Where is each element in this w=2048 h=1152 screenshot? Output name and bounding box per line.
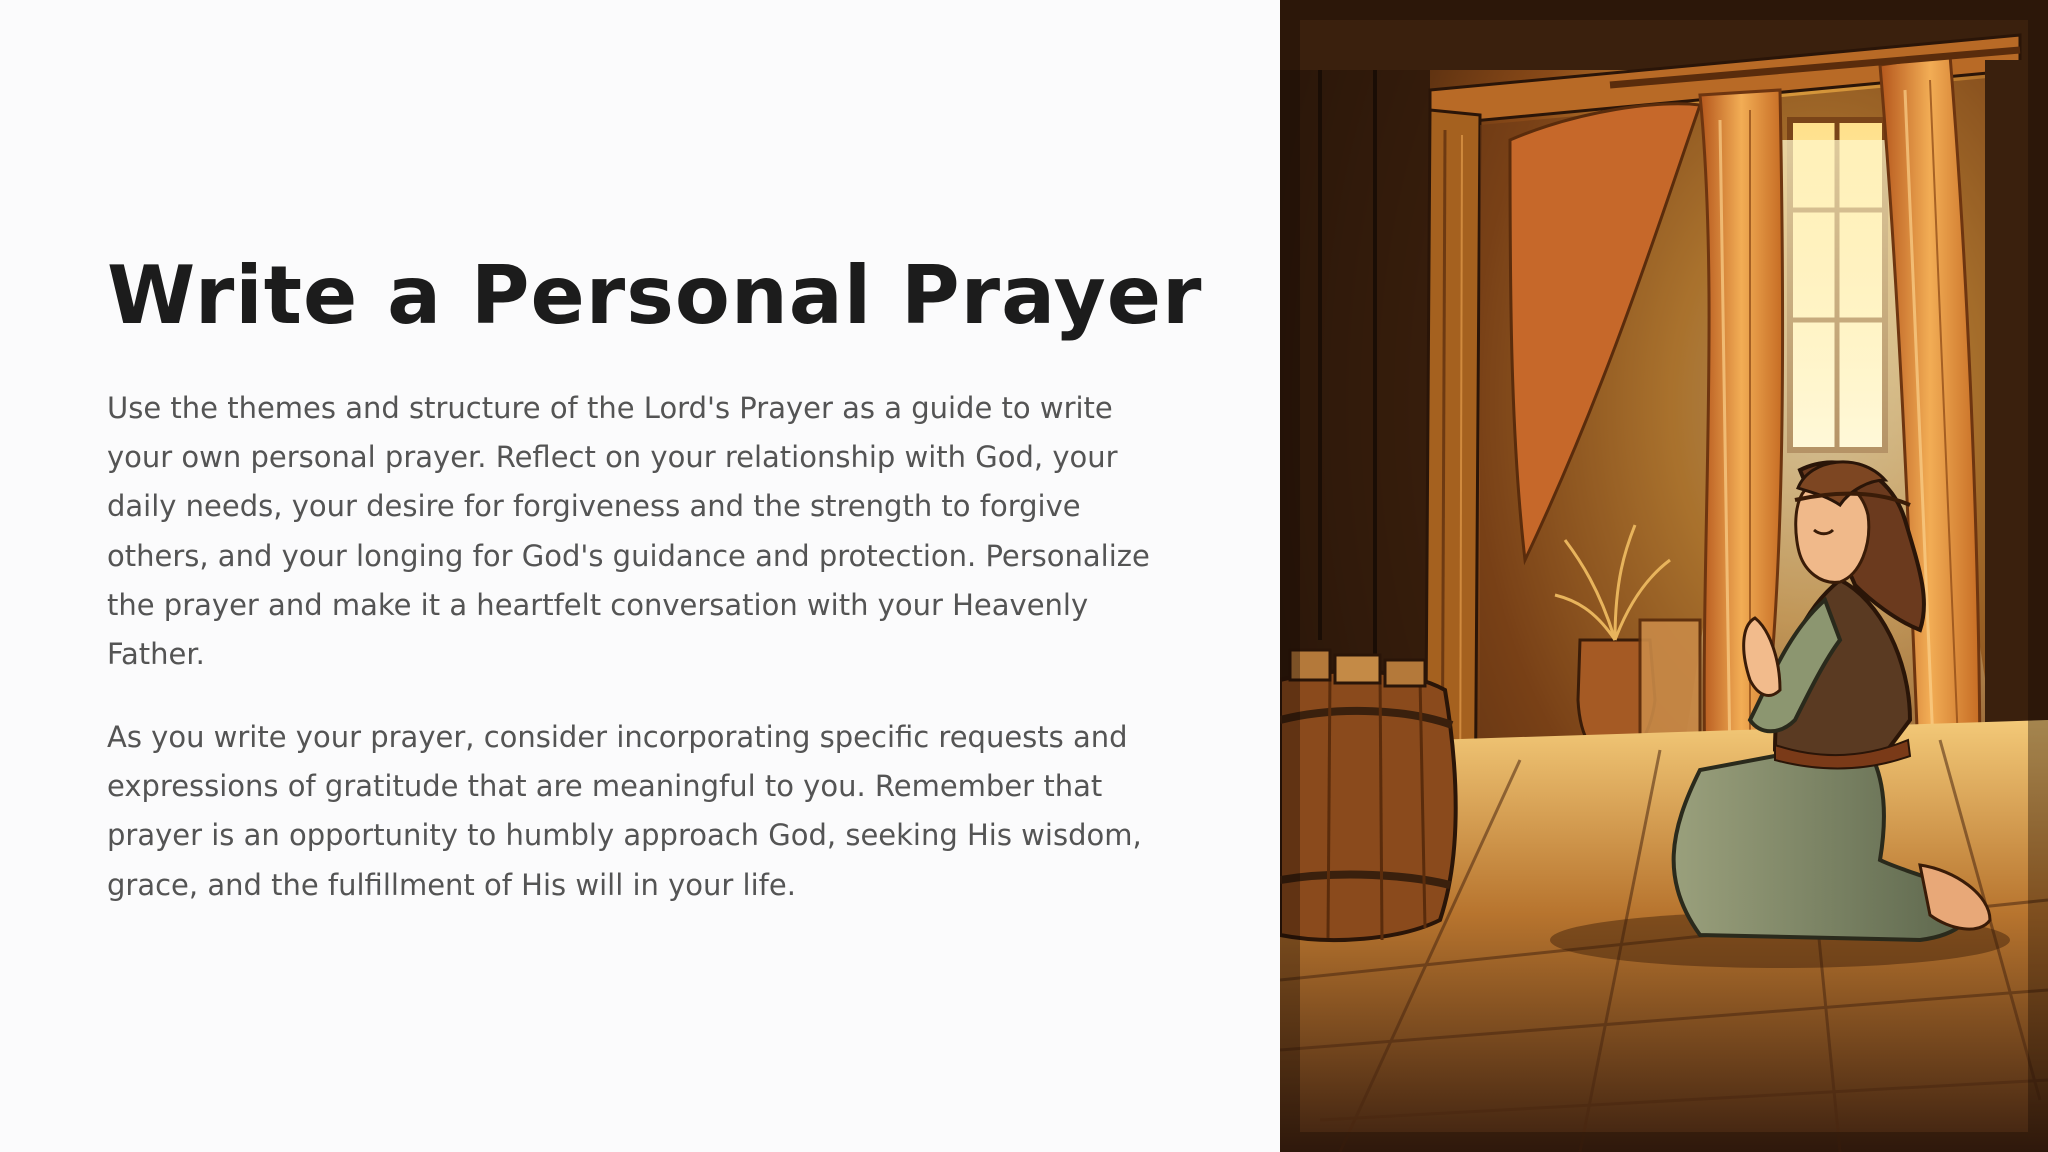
prayer-scene-image (1280, 0, 2048, 1152)
body-paragraph-2: As you write your prayer, consider incorporating specific requests and expressions of gratitude that are meaningful to you. Remember that prayer is an opportunity to humbly approach God, seeking His wisdom, grace, and the fulfillment of His will in your life. (107, 720, 1142, 902)
slide-title: Write a Personal Prayer (107, 249, 1203, 342)
prayer-illustration (1280, 0, 2048, 1152)
wooden-barrel (1280, 650, 1456, 940)
body-paragraph-1: Use the themes and structure of the Lord's Prayer as a guide to write your own personal prayer. Reflect on your relationship with God, your daily needs, your desire for forgiveness and the strength to forgive others, and your longing for God's guidance and protection. Personalize the prayer and make it a heartfelt conversation with your Heavenly Father. (107, 391, 1150, 672)
